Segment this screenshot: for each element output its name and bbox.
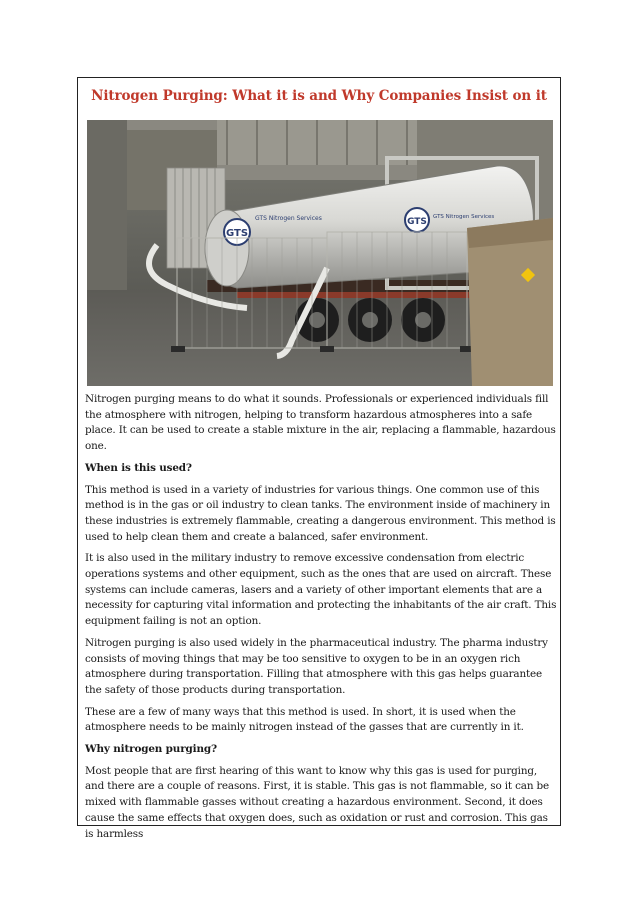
svg-text:GTS Nitrogen Services: GTS Nitrogen Services xyxy=(255,215,322,222)
svg-text:GTS Nitrogen Services: GTS Nitrogen Services xyxy=(433,214,495,220)
svg-text:GTS: GTS xyxy=(225,228,249,239)
paragraph-summary: These are a few of many ways that this method is used. In short, it is used when the atmosphere needs to be mainly nitrogen instead of the gasses that are currently in it. xyxy=(85,705,524,734)
tank-trailer-illustration xyxy=(87,120,553,386)
paragraph-pharma: Nitrogen purging is also used widely in the pharmaceutical industry. The pharma industry consists of moving things that may be too sensitive to oxygen to be in an oxygen rich atmosphere during transportation. Filling that atmosphere with this gas helps guarantee the safety of those products during transportation. xyxy=(85,636,548,696)
document-title: Nitrogen Purging: What it is and Why Companies Insist on it xyxy=(91,88,547,104)
paragraph-intro: Nitrogen purging means to do what it sounds. Professionals or experienced individuals fill the atmosphere with nitrogen, helping to transform hazardous atmospheres into a safe place. It can be used to create a stable mixture in the air, replacing a flammable, hazardous one. xyxy=(85,393,556,453)
paragraph-military: It is also used in the military industry to remove excessive condensation from electric operations systems and other equipment, such as the ones that are used on aircraft. These systems can include cameras, lasers and a variety of other important elements that are a necessity for capturing vital information and protecting the inhabitants of the air craft. This equipment failing is not an option. xyxy=(85,552,557,628)
svg-text:GTS: GTS xyxy=(407,217,427,227)
nitrogen-tank-photo xyxy=(87,120,553,386)
paragraph-reasons: Most people that are first hearing of this want to know why this gas is used for purging, and there are a couple of reasons. First, it is stable. This gas is not flammable, so it can be mixed with flammable gasses without creating a hazardous environment. Second, it does cause the same effects that oxygen does, such as oxidation or rust and corrosion. This gas is harmless xyxy=(85,764,550,840)
heading-when-used: When is this used? xyxy=(85,461,192,474)
document-page xyxy=(77,77,561,840)
heading-why-nitrogen: Why nitrogen purging? xyxy=(85,743,217,756)
paragraph-gas-oil: This method is used in a variety of industries for various things. One common use of this method is in the gas or oil industry to clean tanks. The environment inside of machinery in these industries is extremely flammable, creating a dangerous environment. This method is used to help clean them and create a balanced, safer environment. xyxy=(85,483,556,543)
article-body xyxy=(85,392,557,848)
